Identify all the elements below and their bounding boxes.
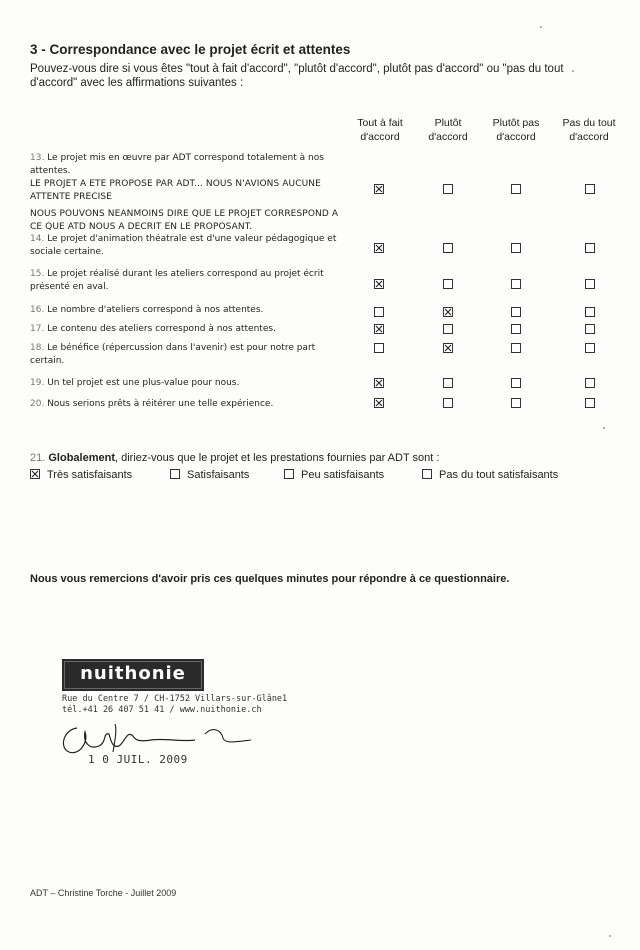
question-number: 16. — [30, 305, 45, 315]
column-header-line: Tout à fait — [357, 117, 403, 129]
column-header-line: d'accord — [360, 131, 400, 143]
question-number: 18. — [30, 343, 45, 353]
checkbox[interactable] — [30, 469, 40, 479]
column-header-pas-du-tout — [549, 116, 629, 144]
question-15-checkbox-col-4[interactable] — [585, 279, 595, 289]
question-text: Le bénéfice (répercussion dans l'avenir) est pour notre part certain. — [30, 343, 316, 366]
question-16-checkbox-col-4[interactable] — [585, 307, 595, 317]
question-15-checkbox-col-3[interactable] — [511, 279, 521, 289]
question-number: 15. — [30, 269, 45, 279]
question-21-text: , diriez-vous que le projet et les prestations fournies par ADT sont : — [114, 452, 440, 464]
stamp-contact: tél.+41 26 407 51 41 / www.nuithonie.ch — [62, 705, 262, 715]
handwritten-note: NOUS POUVONS NEANMOINS DIRE QUE LE PROJET CORRESPOND A CE QUE ATD NOUS A DECRIT EN LE PROPOSANT. — [30, 209, 339, 232]
question-17-checkbox-col-3[interactable] — [511, 324, 521, 334]
question-19 — [30, 377, 340, 390]
question-text: Le projet réalisé durant les ateliers correspond au projet écrit présenté en aval. — [30, 269, 324, 292]
question-16 — [30, 304, 340, 317]
option-tres-satisfaisants[interactable] — [30, 469, 132, 481]
question-15-checkbox-col-2[interactable] — [443, 279, 453, 289]
scan-speck — [572, 70, 574, 72]
question-21-bold: Globalement — [48, 452, 115, 464]
question-number: 19. — [30, 378, 45, 388]
question-number: 17. — [30, 324, 45, 334]
question-13-checkbox-col-4[interactable] — [585, 184, 595, 194]
question-17-checkbox-col-2[interactable] — [443, 324, 453, 334]
option-label: Peu satisfaisants — [301, 469, 385, 481]
option-label: Très satisfaisants — [47, 469, 133, 481]
scan-speck — [603, 427, 605, 429]
question-text: Le nombre d'ateliers correspond à nos attentes. — [47, 305, 264, 315]
option-satisfaisants[interactable] — [170, 469, 249, 481]
checkbox[interactable] — [284, 469, 294, 479]
question-20-checkbox-col-3[interactable] — [511, 398, 521, 408]
question-13-checkbox-col-2[interactable] — [443, 184, 453, 194]
question-14 — [30, 233, 340, 259]
section-title: 3 - Correspondance avec le projet écrit et attentes — [30, 42, 351, 57]
question-17-checkbox-col-4[interactable] — [585, 324, 595, 334]
column-header-line: d'accord — [428, 131, 468, 143]
instructions-text: Pouvez-vous dire si vous êtes "tout à fait d'accord", "plutôt d'accord", plutôt pas d'accord" ou "pas du tout d'accord" avec les affirmations suivantes : — [30, 63, 564, 89]
stamp-address: Rue du Centre 7 / CH-1752 Villars-sur-Glâne1 — [62, 694, 288, 704]
column-header-line: Pas du tout — [562, 117, 616, 129]
question-13 — [30, 152, 340, 234]
question-number: 14. — [30, 234, 45, 244]
column-header-line: Plutôt pas — [492, 117, 540, 129]
question-text: Le contenu des ateliers correspond à nos attentes. — [47, 324, 276, 334]
question-17-checkbox-col-1[interactable] — [374, 324, 384, 334]
question-19-checkbox-col-2[interactable] — [443, 378, 453, 388]
question-number: 13. — [30, 153, 45, 163]
column-header-line: Plutôt — [434, 117, 462, 129]
question-text: Un tel projet est une plus-value pour nous. — [47, 378, 240, 388]
option-pas-du-tout-satisfaisants[interactable] — [422, 469, 558, 481]
checkbox[interactable] — [422, 469, 432, 479]
question-19-checkbox-col-3[interactable] — [511, 378, 521, 388]
question-18-checkbox-col-4[interactable] — [585, 343, 595, 353]
checkbox[interactable] — [170, 469, 180, 479]
stamp-date: 1 0 JUIL. 2009 — [88, 753, 188, 766]
question-20-checkbox-col-4[interactable] — [585, 398, 595, 408]
footer-text: ADT – Christine Torche - Juillet 2009 — [30, 888, 177, 898]
question-14-checkbox-col-4[interactable] — [585, 243, 595, 253]
question-20 — [30, 398, 340, 411]
question-13-checkbox-col-1[interactable] — [374, 184, 384, 194]
question-number: 20. — [30, 399, 45, 409]
question-20-checkbox-col-1[interactable] — [374, 398, 384, 408]
question-18-checkbox-col-3[interactable] — [511, 343, 521, 353]
handwritten-note: LE PROJET A ETE PROPOSE PAR ADT... NOUS N'AVIONS AUCUNE ATTENTE PRECISE — [30, 179, 321, 202]
option-peu-satisfaisants[interactable] — [284, 469, 384, 481]
thank-you-text: Nous vous remercions d'avoir pris ces quelques minutes pour répondre à ce questionnaire. — [30, 573, 510, 585]
question-text: Le projet d'animation théatrale est d'une valeur pédagogique et sociale certaine. — [30, 234, 337, 257]
scan-speck — [540, 26, 542, 28]
question-number: 21. — [30, 452, 46, 464]
question-16-checkbox-col-1[interactable] — [374, 307, 384, 317]
stamp-logo: nuithonie — [62, 659, 204, 691]
question-15-checkbox-col-1[interactable] — [374, 279, 384, 289]
question-18-checkbox-col-2[interactable] — [443, 343, 453, 353]
option-label: Pas du tout satisfaisants — [439, 469, 559, 481]
question-16-checkbox-col-2[interactable] — [443, 307, 453, 317]
question-18-checkbox-col-1[interactable] — [374, 343, 384, 353]
scan-speck — [609, 935, 611, 937]
column-header-line: d'accord — [496, 131, 536, 143]
question-19-checkbox-col-1[interactable] — [374, 378, 384, 388]
column-header-plutot-pas — [476, 116, 556, 144]
question-20-checkbox-col-2[interactable] — [443, 398, 453, 408]
question-14-checkbox-col-2[interactable] — [443, 243, 453, 253]
column-header-line: d'accord — [569, 131, 609, 143]
question-13-checkbox-col-3[interactable] — [511, 184, 521, 194]
question-text: Nous serions prêts à réitérer une telle expérience. — [47, 399, 274, 409]
question-17 — [30, 323, 340, 336]
question-14-checkbox-col-1[interactable] — [374, 243, 384, 253]
question-14-checkbox-col-3[interactable] — [511, 243, 521, 253]
question-15 — [30, 268, 340, 294]
question-text: Le projet mis en œuvre par ADT correspond totalement à nos attentes. — [30, 153, 324, 176]
question-18 — [30, 342, 340, 368]
question-16-checkbox-col-3[interactable] — [511, 307, 521, 317]
question-21 — [30, 452, 620, 464]
option-label: Satisfaisants — [187, 469, 250, 481]
question-19-checkbox-col-4[interactable] — [585, 378, 595, 388]
